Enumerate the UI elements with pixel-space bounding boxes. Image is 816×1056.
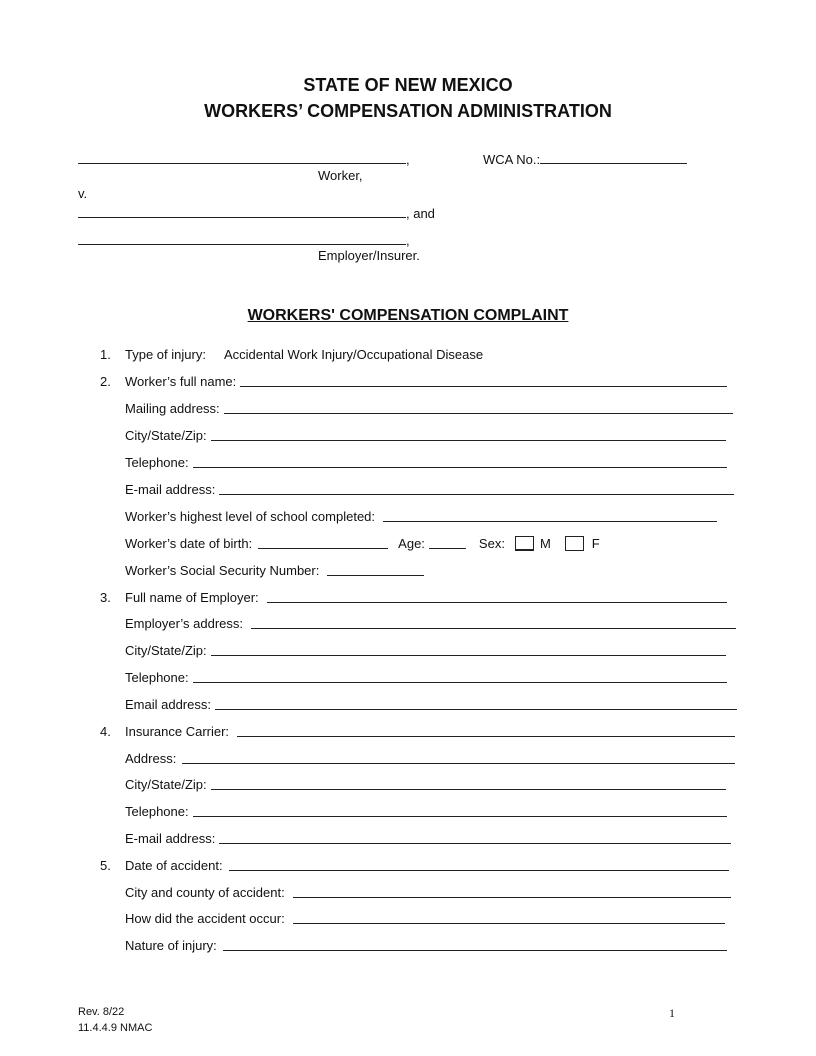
- carrier-city-state-zip-field[interactable]: [211, 777, 726, 790]
- accident-date-row: [125, 858, 729, 873]
- dob-label: Worker’s date of birth:: [125, 536, 253, 551]
- accident-date-label: Date of accident:: [125, 858, 223, 873]
- wca-number-label: WCA No.:: [483, 152, 541, 167]
- mailing-address-label: Mailing address:: [125, 401, 220, 416]
- type-of-injury-value: Accidental Work Injury/Occupational Disease: [223, 347, 484, 362]
- employer-address-field[interactable]: [251, 616, 736, 629]
- employer-city-state-zip-row: [125, 643, 726, 658]
- worker-email-field[interactable]: [219, 482, 734, 495]
- city-county-row: [125, 885, 731, 900]
- employer-address-row: [125, 616, 736, 631]
- how-accident-row: [125, 911, 725, 926]
- dob-age-sex-row: [125, 536, 600, 551]
- sex-m-checkbox[interactable]: [515, 536, 534, 551]
- employer-telephone-field[interactable]: [193, 670, 727, 683]
- worker-telephone-row: [125, 455, 727, 470]
- nature-injury-field[interactable]: [223, 938, 727, 951]
- carrier-address-label: Address:: [125, 751, 177, 766]
- carrier-email-label: E-mail address:: [125, 831, 216, 846]
- worker-city-state-zip-label: City/State/Zip:: [125, 428, 207, 443]
- age-field[interactable]: [429, 536, 466, 549]
- employer-email-row: [125, 697, 737, 712]
- accident-date-field[interactable]: [229, 858, 729, 871]
- insurer-caption-row: ,: [78, 231, 410, 248]
- worker-full-name-field[interactable]: [240, 374, 727, 387]
- header-agency: WORKERS’ COMPENSATION ADMINISTRATION: [204, 101, 612, 121]
- page-number: 1: [669, 1006, 675, 1020]
- ssn-row: [125, 563, 424, 578]
- sex-f-label: F: [591, 536, 600, 551]
- how-accident-label: How did the accident occur:: [125, 911, 285, 926]
- carrier-address-field[interactable]: [182, 751, 735, 764]
- worker-name-line[interactable]: [78, 150, 406, 164]
- item-number-5: 5.: [100, 858, 111, 873]
- item-number-2: 2.: [100, 374, 111, 389]
- carrier-email-field[interactable]: [219, 831, 731, 844]
- worker-city-state-zip-field[interactable]: [211, 428, 726, 441]
- worker-telephone-label: Telephone:: [125, 455, 189, 470]
- city-county-label: City and county of accident:: [125, 885, 285, 900]
- carrier-city-state-zip-label: City/State/Zip:: [125, 777, 207, 792]
- insurance-carrier-label: Insurance Carrier:: [125, 724, 230, 739]
- sex-label: Sex:: [478, 536, 505, 551]
- worker-telephone-field[interactable]: [193, 455, 727, 468]
- how-accident-field[interactable]: [293, 911, 725, 924]
- employer-caption-row: , and: [78, 204, 435, 221]
- item-number-1: 1.: [100, 347, 111, 362]
- worker-full-name-label: Worker’s full name:: [125, 374, 237, 389]
- type-of-injury-row: [125, 347, 483, 362]
- nature-injury-row: [125, 938, 727, 953]
- age-label: Age:: [398, 536, 425, 551]
- carrier-telephone-label: Telephone:: [125, 804, 189, 819]
- worker-email-row: [125, 482, 734, 497]
- footer-revision: Rev. 8/22: [78, 1006, 125, 1018]
- insurance-carrier-field[interactable]: [237, 724, 735, 737]
- worker-caption-row: ,: [78, 150, 410, 167]
- employer-name-line[interactable]: [78, 204, 406, 218]
- employer-city-state-zip-label: City/State/Zip:: [125, 643, 207, 658]
- ssn-field[interactable]: [327, 563, 424, 576]
- worker-caption-label: Worker,: [318, 168, 363, 183]
- worker-full-name-row: [125, 374, 727, 389]
- ssn-label: Worker’s Social Security Number:: [125, 563, 320, 578]
- worker-email-label: E-mail address:: [125, 482, 216, 497]
- versus-label: v.: [78, 186, 88, 201]
- nature-injury-label: Nature of injury:: [125, 938, 217, 953]
- item-number-3: 3.: [100, 590, 111, 605]
- employer-name-row: [125, 590, 727, 605]
- school-level-label: Worker’s highest level of school completed:: [125, 509, 376, 524]
- header-state: STATE OF NEW MEXICO: [303, 75, 513, 95]
- employer-telephone-row: [125, 670, 727, 685]
- worker-city-state-zip-row: [125, 428, 726, 443]
- employer-telephone-label: Telephone:: [125, 670, 189, 685]
- sex-f-checkbox[interactable]: [565, 536, 584, 551]
- employer-email-label: Email address:: [125, 697, 211, 712]
- wca-number-line[interactable]: [540, 150, 687, 164]
- school-level-field[interactable]: [383, 509, 717, 522]
- employer-name-label: Full name of Employer:: [125, 590, 259, 605]
- carrier-city-state-zip-row: [125, 777, 726, 792]
- insurer-name-line[interactable]: [78, 231, 406, 245]
- employer-city-state-zip-field[interactable]: [211, 643, 726, 656]
- complaint-title: WORKERS' COMPENSATION COMPLAINT: [247, 307, 569, 324]
- carrier-telephone-field[interactable]: [193, 804, 727, 817]
- type-of-injury-label: Type of injury:: [125, 347, 206, 362]
- employer-name-field[interactable]: [267, 590, 727, 603]
- carrier-email-row: [125, 831, 731, 846]
- school-level-row: [125, 509, 717, 524]
- wca-number-row: [483, 150, 687, 167]
- employer-address-label: Employer’s address:: [125, 616, 244, 631]
- mailing-address-row: [125, 401, 733, 416]
- carrier-telephone-row: [125, 804, 727, 819]
- sex-m-label: M: [539, 536, 551, 551]
- insurance-carrier-row: [125, 724, 735, 739]
- item-number-4: 4.: [100, 724, 111, 739]
- city-county-field[interactable]: [293, 885, 731, 898]
- mailing-address-field[interactable]: [224, 401, 733, 414]
- dob-field[interactable]: [258, 536, 388, 549]
- employer-email-field[interactable]: [215, 697, 737, 710]
- employer-insurer-caption-label: Employer/Insurer.: [318, 248, 420, 263]
- carrier-address-row: [125, 751, 735, 766]
- footer-nmac: 11.4.4.9 NMAC: [78, 1022, 153, 1034]
